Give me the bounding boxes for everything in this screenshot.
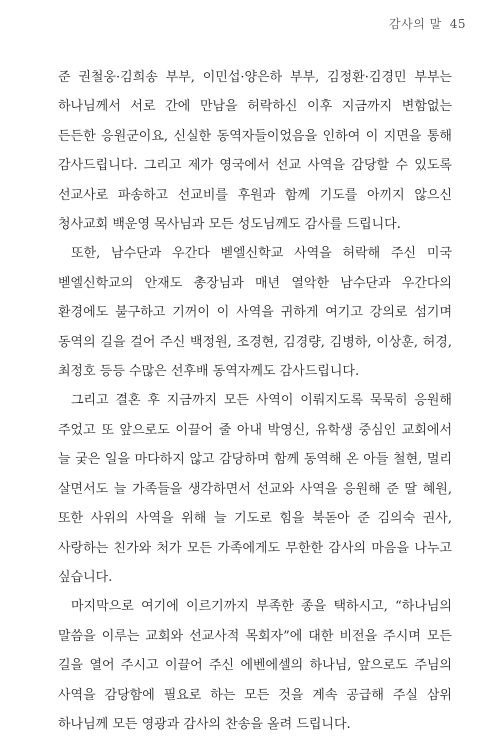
running-header	[389, 15, 466, 32]
chapter-title: 감사의 말	[389, 17, 442, 31]
page-number: 45	[449, 17, 466, 31]
paragraph: 또한, 남수단과 우간다 벧엘신학교 사역을 허락해 주신 미국 벧엘신학교의 안재도 총장님과 매년 열악한 남수단과 우간다의 환경에도 불구하고 기꺼이 이 사역을 귀하게 여기고 강의로 섬기며 동역의 길을 걸어 주신 백정원, 조경현, 김경량, 김병하, 이상훈, 허경, 최정호 등등 수많은 선후배 동역자께도 감사드립니다.	[58, 246, 452, 380]
paragraph: 준 권철웅·김희송 부부, 이민섭·양은하 부부, 김정환·김경민 부부는 하나님께서 서로 간에 만남을 허락하신 이후 지금까지 변함없는 든든한 응원군이요, 신실한 동역자들이었음을 인하여 이 지면을 통해 감사드립니다. 그리고 제가 영국에서 선교 사역을 감당할 수 있도록 선교사로 파송하고 선교비를 후원과 함께 기도를 아끼지 않으신 청사교회 백운영 목사님과 모든 성도님께도 감사를 드립니다.	[58, 70, 452, 233]
paragraph: 마지막으로 여기에 이르기까지 부족한 종을 택하시고, “하나님의 말씀을 이루는 교회와 선교사적 목회자”에 대한 비전을 주시며 모든 길을 열어 주시고 이끌어 주신 에벤에셀의 하나님, 앞으로도 주님의 사역을 감당함에 필요로 하는 모든 것을 계속 공급해 주실 삼위 하나님께 모든 영광과 감사의 찬송을 올려 드립니다.	[58, 599, 452, 732]
body-text	[58, 63, 452, 739]
paragraph: 그리고 결혼 후 지금까지 모든 사역이 이뤄지도록 묵묵히 응원해 주었고 또 앞으로도 이끌어 줄 아내 박영신, 유학생 중심인 교회에서 늘 궂은 일을 마다하지 않고 감당하며 함께 동역해 온 아들 철현, 멀리 살면서도 늘 가족들을 생각하면서 선교와 사역을 응원해 준 딸 혜원, 또한 사위의 사역을 위해 늘 기도로 힘을 북돋아 준 김의숙 권사, 사랑하는 친가와 처가 모든 가족에게도 무한한 감사의 마음을 나누고 싶습니다.	[58, 393, 452, 585]
